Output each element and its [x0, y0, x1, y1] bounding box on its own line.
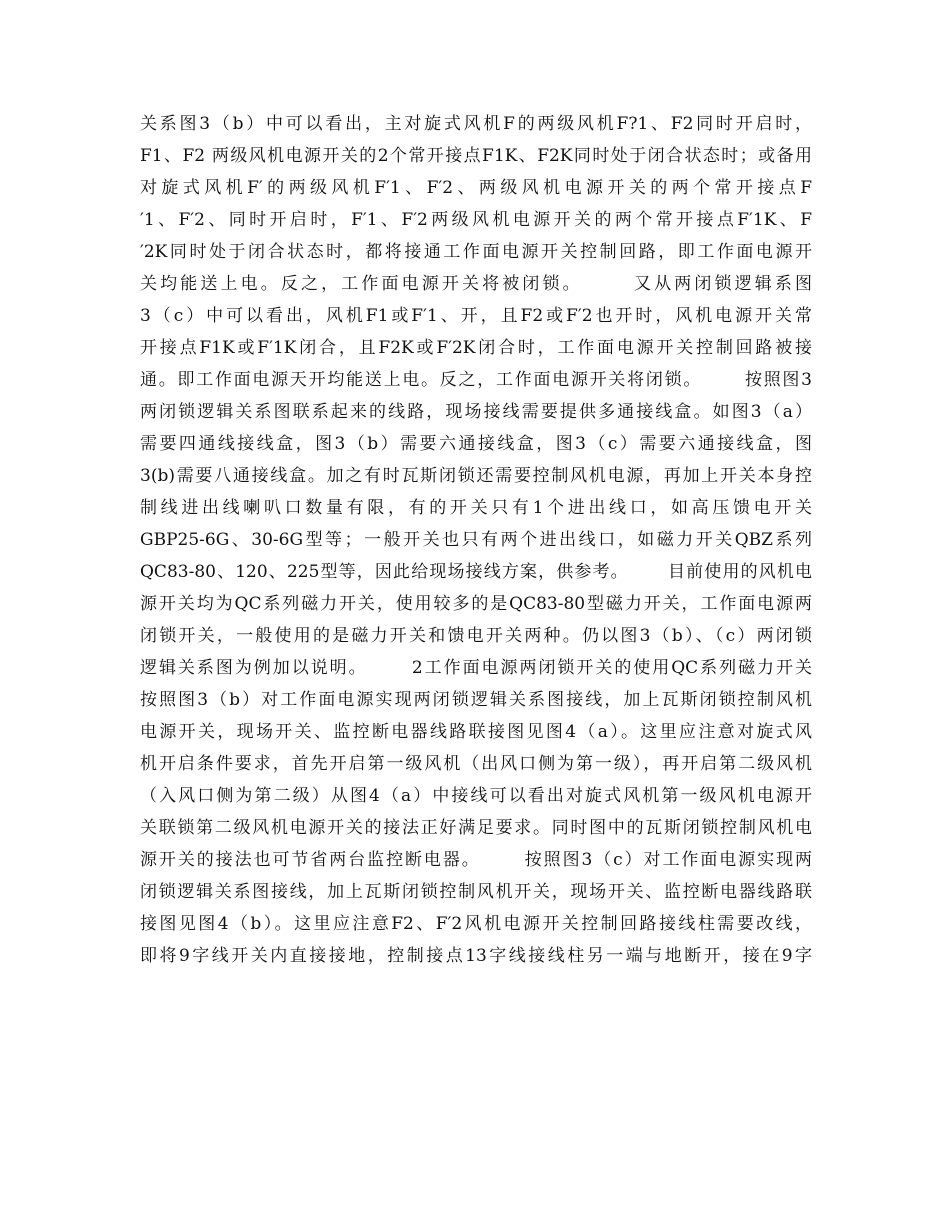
text-line: 源开关均为QC系列磁力开关，使用较多的是QC83-80型磁力开关，工作面电源两	[140, 594, 812, 614]
text-line: 关均能送上电。反之，工作面电源开关将被闭锁。 又从两闭锁逻辑系图	[140, 274, 812, 294]
text-line: 闭锁开关，一般使用的是磁力开关和馈电开关两种。仍以图3（b）、（c）两闭锁	[140, 626, 812, 646]
text-line: 关联锁第二级风机电源开关的接法正好满足要求。同时图中的瓦斯闭锁控制风机电	[140, 818, 812, 838]
text-line: 按照图3（b）对工作面电源实现两闭锁逻辑关系图接线，加上瓦斯闭锁控制风机	[140, 690, 812, 710]
text-line: QC83-80、120、225型等，因此给现场接线方案，供参考。 目前使用的风机电	[140, 562, 812, 582]
body-text	[140, 108, 812, 972]
text-line: 制线进出线喇叭口数量有限，有的开关只有1个进出线口，如高压馈电开关	[140, 498, 812, 518]
text-line: 逻辑关系图为例加以说明。 2工作面电源两闭锁开关的使用QC系列磁力开关	[140, 658, 812, 678]
text-line: 机开启条件要求，首先开启第一级风机（出风口侧为第一级），再开启第二级风机	[140, 754, 812, 774]
text-line: GBP25-6G、30-6G型等；一般开关也只有两个进出线口，如磁力开关QBZ系列	[140, 530, 812, 550]
text-line: （入风口侧为第二级）从图4（a）中接线可以看出对旋式风机第一级风机电源开	[140, 786, 812, 806]
text-line: 开接点F1K或F′1K闭合，且F2K或F′2K闭合时，工作面电源开关控制回路被接	[140, 338, 812, 358]
text-line: 两闭锁逻辑关系图联系起来的线路，现场接线需要提供多通接线盒。如图3（a）	[140, 402, 812, 422]
text-line: 需要四通线接线盒，图3（b）需要六通接线盒，图3（c）需要六通接线盒，图	[140, 434, 812, 454]
text-line: 闭锁逻辑关系图接线，加上瓦斯闭锁控制风机开关，现场开关、监控断电器线路联	[140, 882, 812, 902]
text-line: 通。即工作面电源天开均能送上电。反之，工作面电源开关将闭锁。 按照图3	[140, 370, 812, 390]
text-line: 接图见图4（b）。这里应注意F2、F′2风机电源开关控制回路接线柱需要改线，	[140, 914, 812, 934]
text-line: F1、F2 两级风机电源开关的2个常开接点F1K、F2K同时处于闭合状态时；或备用	[140, 146, 812, 166]
text-line: 3(b)需要八通接线盒。加之有时瓦斯闭锁还需要控制风机电源，再加上开关本身控	[140, 466, 812, 486]
text-line: 对旋式风机F′的两级风机F′1、F′2、两级风机电源开关的两个常开接点F	[140, 178, 812, 198]
text-line: ′1、F′2、同时开启时，F′1、F′2两级风机电源开关的两个常开接点F′1K、F	[140, 210, 812, 230]
text-line: 电源开关，现场开关、监控断电器线路联接图见图4（a）。这里应注意对旋式风	[140, 722, 812, 742]
text-line: 关系图3（b）中可以看出，主对旋式风机F的两级风机F?1、F2同时开启时，	[140, 114, 812, 134]
text-line: 即将9字线开关内直接接地，控制接点13字线接线柱另一端与地断开，接在9字	[140, 946, 812, 966]
text-line: 源开关的接法也可节省两台监控断电器。 按照图3（c）对工作面电源实现两	[140, 850, 812, 870]
text-line: ′2K同时处于闭合状态时，都将接通工作面电源开关控制回路，即工作面电源开	[140, 242, 812, 262]
text-line: 3（c）中可以看出，风机F1或F′1、开，且F2或F′2也开时，风机电源开关常	[140, 306, 812, 326]
